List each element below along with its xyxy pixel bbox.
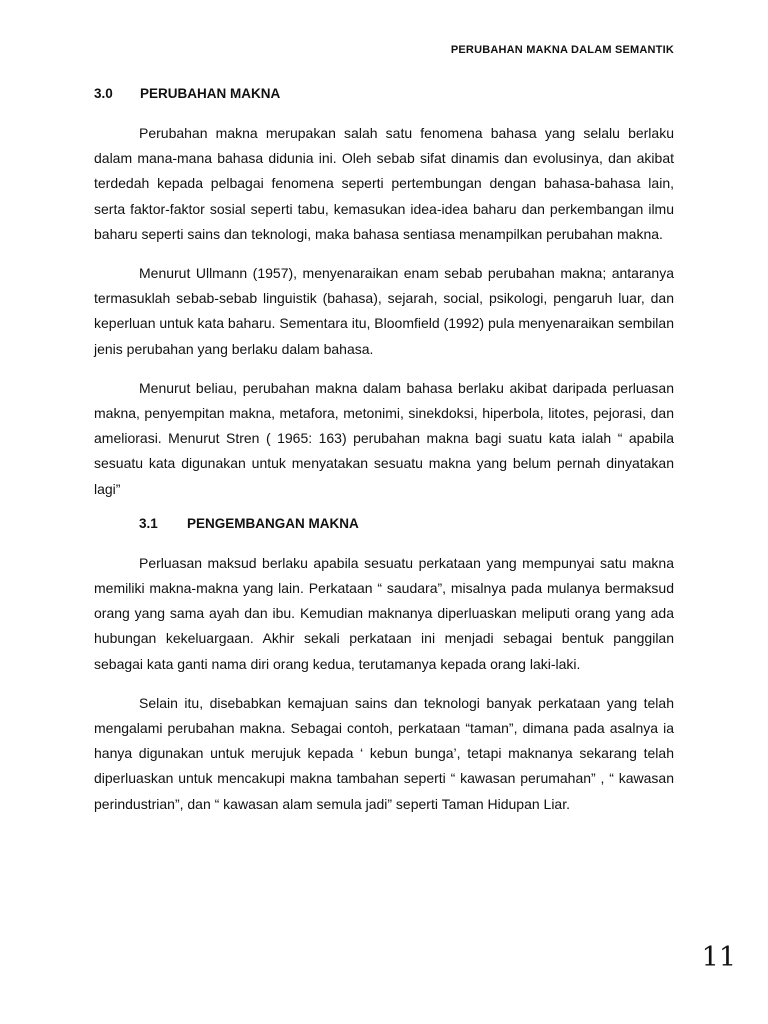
subsection-heading	[139, 516, 674, 531]
section-title: PERUBAHAN MAKNA	[140, 86, 281, 101]
paragraph: Perubahan makna merupakan salah satu fenomena bahasa yang selalu berlaku dalam mana-mana bahasa didunia ini. Oleh sebab sifat dinamis dan evolusinya, dan akibat terdedah kepada pelbagai fenomena seperti pertembungan dengan bahasa-bahasa lain, serta faktor-faktor sosial seperti tabu, kemasukan idea-idea baharu dan perkembangan ilmu baharu seperti sains dan teknologi, maka bahasa sentiasa menampilkan perubahan makna.	[94, 125, 674, 242]
paragraph: Menurut beliau, perubahan makna dalam bahasa berlaku akibat daripada perluasan makna, penyempitan makna, metafora, metonimi, sinekdoksi, hiperbola, litotes, pejorasi, dan ameliorasi. Menurut Stren ( 1965: 163) perubahan makna bagi suatu kata ialah “ apabila sesuatu kata digunakan untuk menyatakan sesuatu makna yang belum pernah dinyatakan lagi”	[94, 379, 674, 497]
subsection-number: 3.1	[139, 515, 158, 531]
paragraph: Menurut Ullmann (1957), menyenaraikan enam sebab perubahan makna; antaranya termasuklah sebab-sebab linguistik (bahasa), sejarah, social, psikologi, pengaruh luar, dan keperluan untuk kata baharu. Sementara itu, Bloomfield (1992) pula menyenaraikan sembilan jenis perubahan yang berlaku dalam bahasa.	[94, 265, 674, 357]
paragraph: Selain itu, disebabkan kemajuan sains dan teknologi banyak perkataan yang telah mengalami perubahan makna. Sebagai contoh, perkataan “taman”, dimana pada asalnya ia hanya digunakan untuk merujuk kepada ‘ kebun bunga’, tetapi maknanya sekarang telah diperluaskan untuk mencakupi makna tambahan seperti “ kawasan perumahan” , “ kawasan perindustrian”, dan “ kawasan alam semula jadi” seperti Taman Hidupan Liar.	[94, 694, 674, 812]
page-number: 11	[701, 942, 736, 973]
section-number: 3.0	[94, 86, 113, 101]
subsection-title: PENGEMBANGAN MAKNA	[187, 515, 359, 531]
running-header: PERUBAHAN MAKNA DALAM SEMANTIK	[450, 44, 674, 56]
paragraph: Perluasan maksud berlaku apabila sesuatu perkataan yang mempunyai satu makna memiliki makna-makna yang lain. Perkataan “ saudara”, misalnya pada mulanya bermaksud orang yang sama ayah dan ibu. Kemudian maknanya diperluaskan meliputi orang yang ada hubungan kekeluargaan. Akhir sekali perkataan ini menjadi sebagai bentuk panggilan sebagai kata ganti nama diri orang kedua, terutamanya kepada orang laki-laki.	[94, 554, 674, 672]
page-body	[94, 86, 674, 831]
section-heading	[94, 86, 674, 101]
